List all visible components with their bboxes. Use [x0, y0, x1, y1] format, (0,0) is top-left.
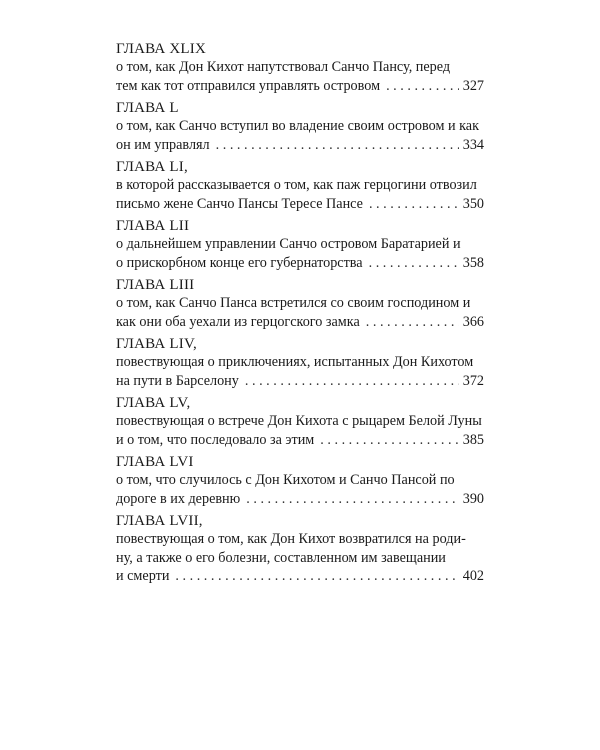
- chapter-description-line: о дальнейшем управлении Санчо островом Баратарией и: [116, 236, 461, 252]
- dot-leader: [369, 254, 459, 273]
- chapter-description-line: о том, что случилось с Дон Кихотом и Санчо Пансой по: [116, 472, 455, 488]
- toc-entry[interactable]: [116, 453, 484, 508]
- page-number: 327: [462, 77, 484, 94]
- chapter-heading: ГЛАВА LIII: [116, 277, 195, 293]
- chapter-description-end: на пути в Барселону: [116, 372, 239, 389]
- chapter-description-line: повествующая о приключениях, испытанных Дон Кихотом: [116, 354, 474, 370]
- chapter-description-line: о том, как Санчо вступил во владение своим островом и как: [116, 118, 479, 134]
- chapter-heading: ГЛАВА LI,: [116, 159, 188, 175]
- table-of-contents: [116, 40, 484, 590]
- chapter-description-end: о прискорбном конце его губернаторства: [116, 254, 363, 271]
- chapter-last-line: [116, 195, 484, 214]
- chapter-description-end: он им управлял: [116, 136, 210, 153]
- chapter-description-line: о том, как Дон Кихот напутствовал Санчо Пансу, перед: [116, 59, 451, 75]
- chapter-heading: ГЛАВА LVII,: [116, 513, 203, 529]
- dot-leader: [366, 313, 459, 332]
- dot-leader: [175, 567, 458, 586]
- page-number: 334: [462, 136, 484, 153]
- chapter-last-line: [116, 431, 484, 450]
- toc-entry[interactable]: [116, 335, 484, 390]
- page-number: 358: [462, 254, 484, 271]
- chapter-last-line: [116, 567, 484, 586]
- toc-entry[interactable]: [116, 276, 484, 331]
- chapter-description-line: в которой рассказывается о том, как паж герцогини отвозил: [116, 177, 477, 193]
- chapter-heading: ГЛАВА LVI: [116, 454, 194, 470]
- chapter-last-line: [116, 77, 484, 96]
- toc-entry[interactable]: [116, 217, 484, 272]
- page-number: 390: [462, 490, 484, 507]
- page-number: 385: [462, 431, 484, 448]
- dot-leader: [216, 136, 459, 155]
- chapter-last-line: [116, 490, 484, 509]
- toc-entry[interactable]: [116, 394, 484, 449]
- toc-entry[interactable]: [116, 158, 484, 213]
- dot-leader: [386, 77, 459, 96]
- chapter-description-end: тем как тот отправился управлять островом: [116, 77, 381, 94]
- chapter-heading: ГЛАВА LIV,: [116, 336, 197, 352]
- page-number: 350: [462, 195, 484, 212]
- dot-leader: [246, 490, 458, 509]
- chapter-description-line: о том, как Санчо Панса встретился со своим господином и: [116, 295, 471, 311]
- chapter-description-end: дороге в их деревню: [116, 490, 241, 507]
- chapter-description-line: ну, а также о его болезни, составленном им завещании: [116, 549, 446, 566]
- chapter-description-end: и смерти: [116, 568, 170, 584]
- chapter-heading: ГЛАВА XLIX: [116, 41, 207, 57]
- toc-entry[interactable]: [116, 99, 484, 154]
- chapter-heading: ГЛАВА L: [116, 100, 179, 116]
- chapter-heading: ГЛАВА LII: [116, 218, 190, 234]
- chapter-last-line: [116, 136, 484, 155]
- toc-entry[interactable]: [116, 512, 484, 586]
- chapter-last-line: [116, 372, 484, 391]
- chapter-description-line: повествующая о встрече Дон Кихота с рыцарем Белой Луны: [116, 413, 482, 429]
- page-number: 372: [462, 372, 484, 389]
- dot-leader: [369, 195, 459, 214]
- dot-leader: [320, 431, 458, 450]
- chapter-description-end: и о том, что последовало за этим: [116, 431, 315, 448]
- chapter-description-end: письмо жене Санчо Пансы Тересе Пансе: [116, 195, 363, 212]
- chapter-description-end: как они оба уехали из герцогского замка: [116, 313, 360, 330]
- page-number: 366: [462, 313, 484, 330]
- toc-entry[interactable]: [116, 40, 484, 95]
- chapter-heading: ГЛАВА LV,: [116, 395, 191, 411]
- chapter-last-line: [116, 254, 484, 273]
- dot-leader: [245, 372, 459, 391]
- chapter-last-line: [116, 313, 484, 332]
- chapter-description-line: повествующая о том, как Дон Кихот возвратился на роди-: [116, 531, 466, 547]
- page-number: 402: [462, 568, 484, 584]
